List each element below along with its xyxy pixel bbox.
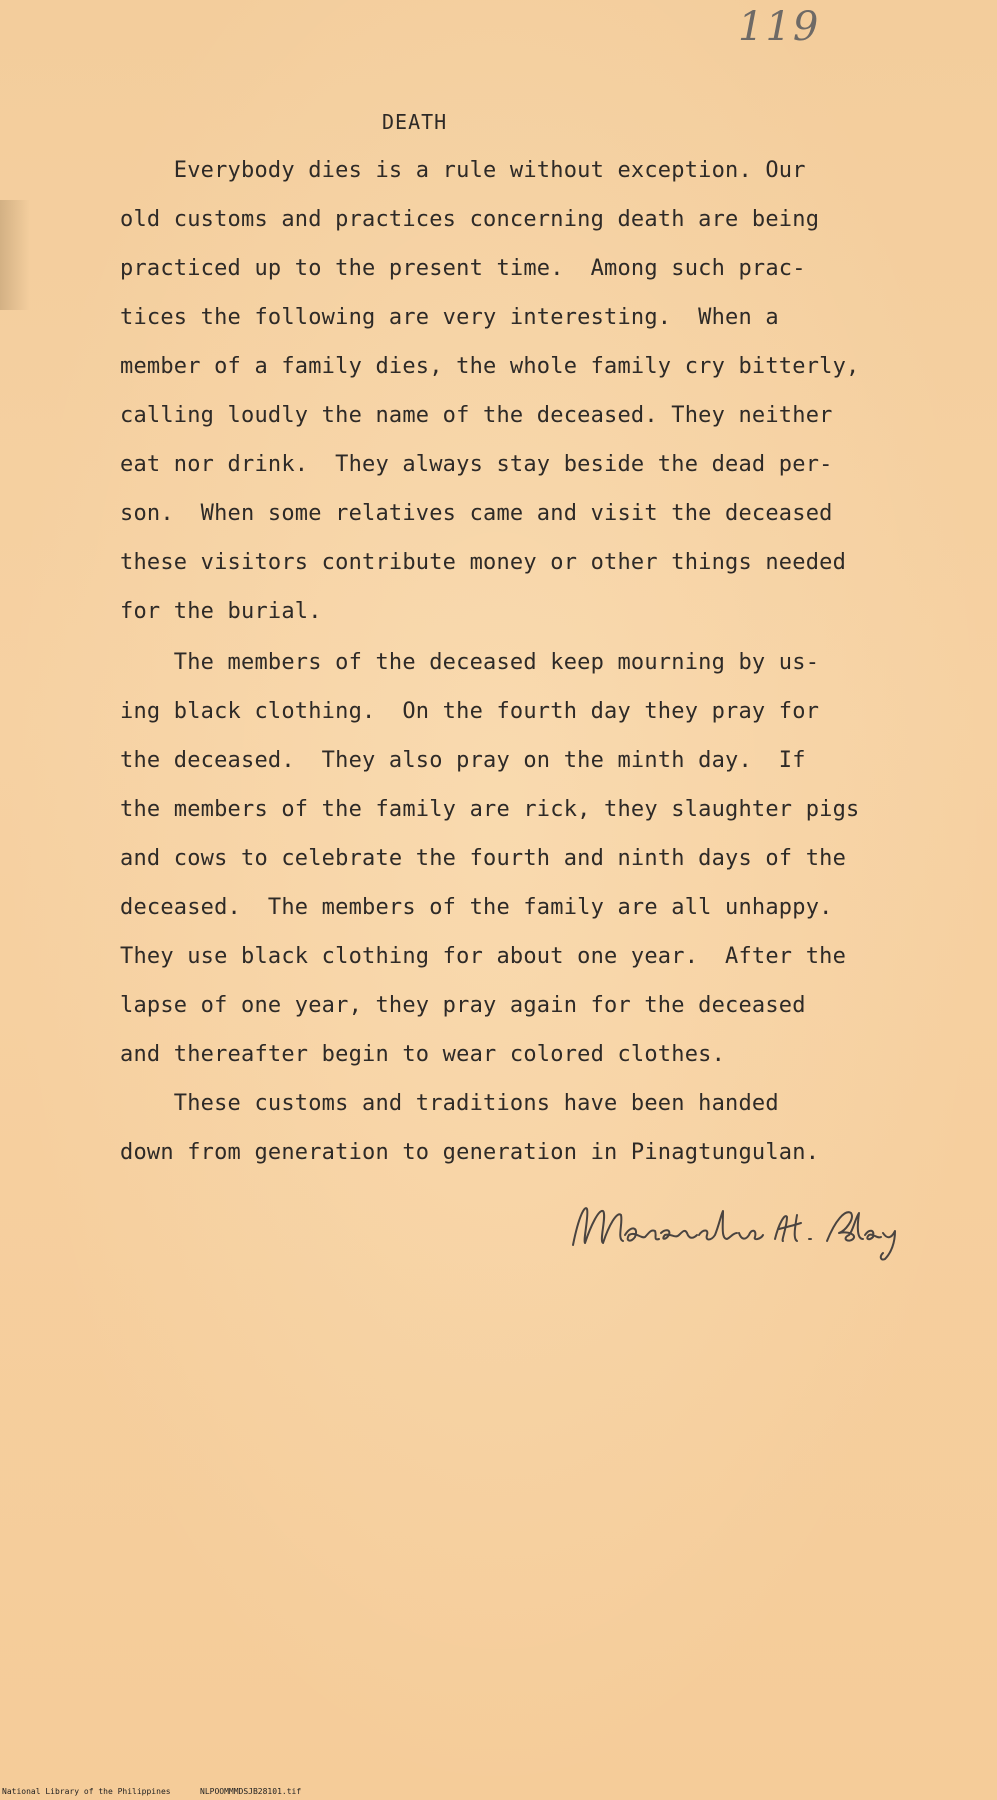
document-title: DEATH <box>382 110 448 134</box>
text-line: practiced up to the present time. Among such prac- <box>120 256 806 281</box>
text-line: member of a family dies, the whole family cry bitterly, <box>120 354 860 379</box>
text-line: The members of the deceased keep mourning by us- <box>120 650 820 675</box>
text-line: down from generation to generation in Pinagtungulan. <box>120 1140 820 1165</box>
text-line: the members of the family are rick, they slaughter pigs <box>120 797 860 822</box>
text-line: calling loudly the name of the deceased. They neither <box>120 403 833 428</box>
library-credit: National Library of the Philippines <box>2 1787 171 1796</box>
text-line: eat nor drink. They always stay beside the dead per- <box>120 452 833 477</box>
file-name: NLPOOMMMDSJB28101.tif <box>200 1787 302 1796</box>
page-number: 119 <box>738 4 821 50</box>
text-line: deceased. The members of the family are all unhappy. <box>120 895 833 920</box>
archive-footer <box>0 1784 997 1800</box>
paper-stain <box>0 200 30 310</box>
text-line: These customs and traditions have been handed <box>120 1091 779 1116</box>
text-line: son. When some relatives came and visit the deceased <box>120 501 833 526</box>
text-line: for the burial. <box>120 599 322 624</box>
paragraph-2 <box>120 638 940 1079</box>
text-line: lapse of one year, they pray again for the deceased <box>120 993 806 1018</box>
text-line: the deceased. They also pray on the minth day. If <box>120 748 806 773</box>
paragraph-1 <box>120 146 940 636</box>
text-line: and thereafter begin to wear colored clothes. <box>120 1042 726 1067</box>
text-line: these visitors contribute money or other things needed <box>120 550 847 575</box>
paragraph-3 <box>120 1079 940 1177</box>
text-line: Everybody dies is a rule without exception. Our <box>120 158 806 183</box>
text-line: They use black clothing for about one year. After the <box>120 944 847 969</box>
text-line: tices the following are very interesting. When a <box>120 305 779 330</box>
text-line: and cows to celebrate the fourth and ninth days of the <box>120 846 847 871</box>
handwritten-signature <box>565 1195 915 1265</box>
text-line: ing black clothing. On the fourth day they pray for <box>120 699 820 724</box>
text-line: old customs and practices concerning death are being <box>120 207 820 232</box>
